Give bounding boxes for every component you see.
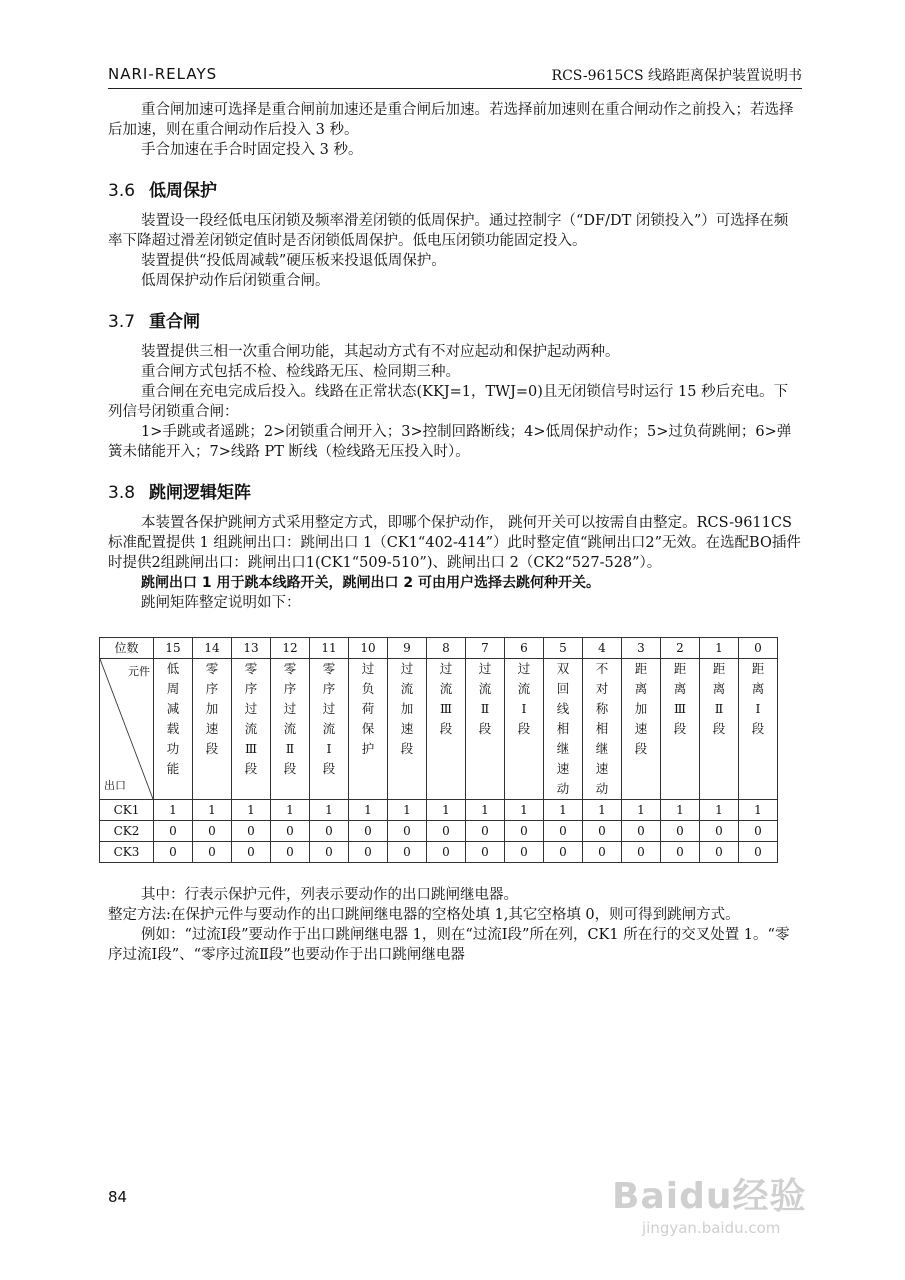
element-cell: 零序过流Ⅰ段	[310, 659, 349, 800]
matrix-cell: 0	[388, 821, 427, 842]
matrix-cell: 0	[232, 821, 271, 842]
bit-cell: 9	[388, 638, 427, 659]
paragraph: 整定方法:在保护元件与要动作的出口跳闸继电器的空格处填 1,其它空格填 0，则可得到跳闸方式。	[108, 907, 740, 923]
element-cell: 零序过流Ⅱ段	[271, 659, 310, 800]
element-cell: 低周减载功能	[154, 659, 193, 800]
matrix-cell: 0	[466, 842, 505, 863]
paragraph: 1>手跳或者遥跳；2>闭锁重合闸开入；3>控制回路断线；4>低周保护动作；5>过负荷跳闸；6>弹簧未储能开入；7>线路 PT 断线（检线路无压投入时）。	[108, 424, 792, 460]
matrix-cell: 0	[583, 821, 622, 842]
element-cell: 双回线相继速动	[544, 659, 583, 800]
matrix-cell: 0	[193, 821, 232, 842]
matrix-cell: 0	[700, 842, 739, 863]
bit-cell: 8	[427, 638, 466, 659]
paragraph: 低周保护动作后闭锁重合闸。	[141, 273, 330, 289]
page-header	[108, 62, 802, 89]
bit-cell: 1	[700, 638, 739, 659]
table-row-ck2	[100, 821, 778, 842]
matrix-cell: 0	[661, 842, 700, 863]
matrix-cell: 0	[154, 842, 193, 863]
row-label: CK2	[100, 821, 154, 842]
watermark-logo: Baidu经验	[612, 1176, 807, 1217]
matrix-cell: 1	[193, 800, 232, 821]
watermark	[612, 1168, 862, 1246]
matrix-cell: 0	[349, 821, 388, 842]
table-row-ck3	[100, 842, 778, 863]
bit-cell: 13	[232, 638, 271, 659]
table-row-ck1	[100, 800, 778, 821]
page-number: 84	[108, 1188, 128, 1206]
intro-paragraph: 重合闸加速可选择是重合闸前加速还是重合闸后加速。若选择前加速则在重合闸动作之前投入；若选择后加速，则在重合闸动作后投入 3 秒。	[108, 102, 794, 138]
section-heading-3-7: 3.7 重合闸	[108, 312, 201, 332]
after-table-text	[108, 885, 802, 965]
matrix-cell: 0	[427, 842, 466, 863]
paragraph: 重合闸方式包括不检、检线路无压、检同期三种。	[141, 364, 460, 380]
element-cell: 过流Ⅱ段	[466, 659, 505, 800]
matrix-cell: 0	[388, 842, 427, 863]
element-cell: 过流Ⅰ段	[505, 659, 544, 800]
matrix-cell: 1	[232, 800, 271, 821]
matrix-cell: 1	[661, 800, 700, 821]
element-cell: 过流加速段	[388, 659, 427, 800]
matrix-cell: 0	[193, 842, 232, 863]
matrix-cell: 1	[583, 800, 622, 821]
matrix-cell: 1	[544, 800, 583, 821]
matrix-cell: 1	[388, 800, 427, 821]
paragraph: 装置设一段经低电压闭锁及频率滑差闭锁的低周保护。通过控制字（“DF/DT 闭锁投入”）可选择在频率下降超过滑差闭锁定值时是否闭锁低周保护。低电压闭锁功能固定投入。	[108, 213, 789, 249]
paragraph: 装置提供三相一次重合闸功能，其起动方式有不对应起动和保护起动两种。	[141, 344, 620, 360]
bit-cell: 6	[505, 638, 544, 659]
bit-cell: 12	[271, 638, 310, 659]
bit-cell: 2	[661, 638, 700, 659]
bit-cell: 10	[349, 638, 388, 659]
bold-note: 跳闸出口 1 用于跳本线路开关，跳闸出口 2 可由用户选择去跳何种开关。	[141, 575, 600, 591]
matrix-cell: 0	[544, 821, 583, 842]
table-row-bits	[100, 638, 778, 659]
matrix-cell: 0	[271, 821, 310, 842]
element-cell: 距离Ⅰ段	[739, 659, 778, 800]
bit-cell: 14	[193, 638, 232, 659]
bit-cell: 4	[583, 638, 622, 659]
matrix-cell: 1	[466, 800, 505, 821]
matrix-cell: 0	[700, 821, 739, 842]
diag-label-element: 元件	[128, 665, 150, 678]
matrix-cell: 0	[310, 842, 349, 863]
matrix-cell: 1	[739, 800, 778, 821]
section-heading-3-8: 3.8 跳闸逻辑矩阵	[108, 483, 252, 503]
paragraph: 其中：行表示保护元件，列表示要动作的出口跳闸继电器。	[141, 887, 518, 903]
matrix-cell: 0	[232, 842, 271, 863]
element-cell: 距离Ⅱ段	[700, 659, 739, 800]
matrix-cell: 0	[739, 821, 778, 842]
paragraph: 例如：“过流Ⅰ段”要动作于出口跳闸继电器 1，则在“过流Ⅰ段”所在列，CK1 所在行的交叉处置 1。“零序过流Ⅰ段”、“零序过流Ⅱ段”也要动作于出口跳闸继电器	[108, 927, 790, 963]
section-heading-3-6: 3.6 低周保护	[108, 181, 218, 201]
paragraph: 跳闸矩阵整定说明如下：	[141, 595, 301, 611]
matrix-cell: 0	[544, 842, 583, 863]
trip-matrix-table	[99, 637, 778, 863]
bit-cell: 11	[310, 638, 349, 659]
matrix-cell: 1	[622, 800, 661, 821]
diagonal-header-cell	[100, 659, 154, 800]
bit-cell: 3	[622, 638, 661, 659]
matrix-cell: 1	[700, 800, 739, 821]
element-cell: 零序加速段	[193, 659, 232, 800]
matrix-cell: 0	[427, 821, 466, 842]
matrix-cell: 1	[505, 800, 544, 821]
paragraph: 本装置各保护跳闸方式采用整定方式，即哪个保护动作， 跳何开关可以按需自由整定。RCS-9611CS 标准配置提供 1 组跳闸出口：跳闸出口 1（CK1“402-414”）此时整定值“跳闸出口2”无效。在选配BO插件时提供2组跳闸出口：跳闸出口1(CK1“509-510”)、跳闸出口 2（CK2“527-528”）。	[108, 515, 801, 571]
bit-cell: 0	[739, 638, 778, 659]
bit-cell: 7	[466, 638, 505, 659]
table-row-elements	[100, 659, 778, 800]
intro-paragraph: 手合加速在手合时固定投入 3 秒。	[141, 142, 363, 158]
matrix-cell: 0	[505, 821, 544, 842]
matrix-cell: 0	[739, 842, 778, 863]
matrix-cell: 0	[154, 821, 193, 842]
matrix-cell: 1	[349, 800, 388, 821]
matrix-cell: 1	[427, 800, 466, 821]
matrix-cell: 0	[310, 821, 349, 842]
matrix-cell: 0	[505, 842, 544, 863]
matrix-cell: 0	[583, 842, 622, 863]
element-cell: 过负荷保护	[349, 659, 388, 800]
matrix-cell: 1	[271, 800, 310, 821]
header-doc-title: RCS-9615CS 线路距离保护装置说明书	[551, 68, 802, 84]
matrix-cell: 0	[622, 842, 661, 863]
table-corner-label: 位数	[100, 638, 154, 659]
row-label: CK3	[100, 842, 154, 863]
page-content	[104, 100, 802, 965]
element-cell: 距离加速段	[622, 659, 661, 800]
bit-cell: 5	[544, 638, 583, 659]
matrix-cell: 1	[154, 800, 193, 821]
matrix-cell: 0	[466, 821, 505, 842]
matrix-cell: 0	[661, 821, 700, 842]
element-cell: 距离Ⅲ段	[661, 659, 700, 800]
paragraph: 重合闸在充电完成后投入。线路在正常状态(KKJ=1，TWJ=0)且无闭锁信号时运行 15 秒后充电。下列信号闭锁重合闸：	[108, 384, 789, 420]
matrix-cell: 0	[349, 842, 388, 863]
matrix-cell: 0	[622, 821, 661, 842]
matrix-cell: 0	[271, 842, 310, 863]
matrix-cell: 1	[310, 800, 349, 821]
header-brand: NARI-RELAYS	[108, 65, 218, 83]
paragraph: 装置提供“投低周减载”硬压板来投退低周保护。	[141, 253, 446, 269]
row-label: CK1	[100, 800, 154, 821]
element-cell: 零序过流Ⅲ段	[232, 659, 271, 800]
bit-cell: 15	[154, 638, 193, 659]
watermark-url: jingyan.baidu.com	[642, 1219, 781, 1237]
element-cell: 不对称相继速动	[583, 659, 622, 800]
diag-label-output: 出口	[104, 779, 126, 792]
element-cell: 过流Ⅲ段	[427, 659, 466, 800]
